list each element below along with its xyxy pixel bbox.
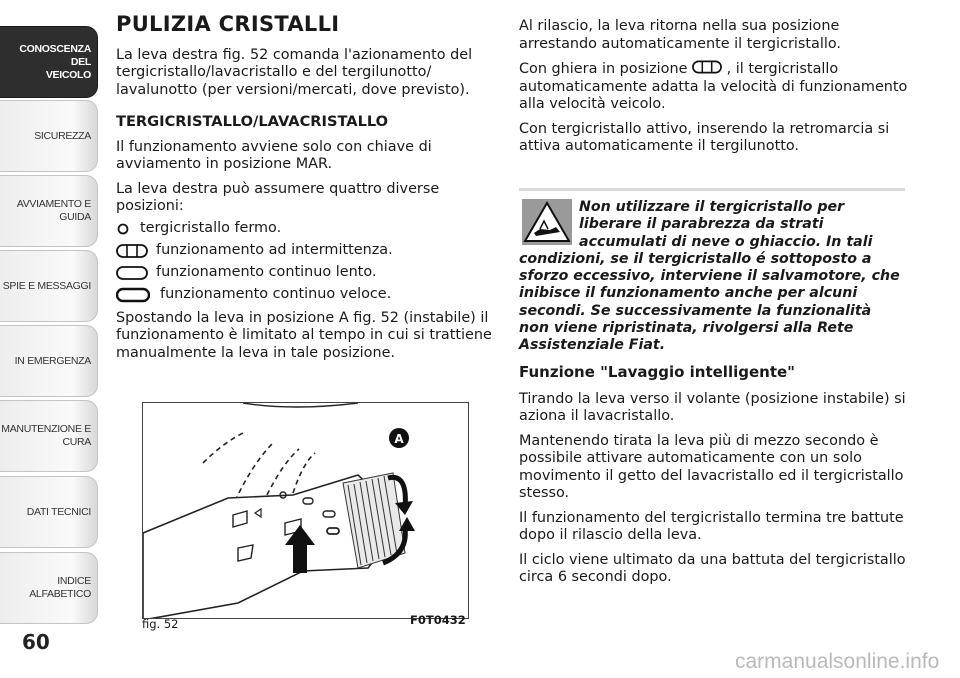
paragraph: Il funzionamento del tergicristallo termina tre battute dopo il rilascio della leva. [519,509,904,543]
off-position-icon [116,220,140,238]
tab-in-emergenza[interactable] [0,325,98,397]
warning-text: Non utilizzare il tergicristallo per liberare il parabrezza da strati accumulati di neve o ghiaccio. In tali condizioni, se il tergicristallo é sottoposto a sforzo eccessivo, interviene il salvamotore, che inibisce il funzionamento anche per alcuni secondi. Se successivamente la funzionalità non viene ripristinata, rivolgersi alla Rete Assistenziale Fiat. [519,199,900,354]
intermittent-icon [116,242,156,260]
position-item-fast [116,284,492,306]
tab-label: IN EMERGENZA [14,354,91,367]
tab-indice-alfabetico[interactable] [0,552,98,624]
paragraph: La leva destra può assumere quattro diverse posizioni: [116,180,440,214]
lever-illustration [143,403,415,619]
slow-continuous-icon [116,264,156,282]
tab-conoscenza-del-veicolo[interactable] [0,26,98,98]
position-item-slow [116,262,492,284]
figure-code: F0T0432 [410,613,466,627]
tab-label: SICUREZZA [34,129,91,142]
section-heading: TERGICRISTALLO/LAVACRISTALLO [116,113,389,130]
position-item-intermittent [116,240,492,262]
tab-sicurezza[interactable] [0,100,98,172]
tab-manutenzione-e-cura[interactable] [0,400,98,472]
paragraph: Al rilascio, la leva ritorna nella sua posizione arrestando automaticamente il tergicristallo. [519,18,841,52]
paragraph-start: Con ghiera in posizione [519,61,688,77]
tab-spie-e-messaggi[interactable] [0,250,98,322]
tab-label: DATI TECNICI [26,505,91,518]
tab-avviamento-e-guida[interactable] [0,175,98,247]
paragraph-end: , il tergicristallo automaticamente adatta la velocità di funzionamento alla velocità veicolo. [519,61,908,112]
warning-triangle-icon [522,199,572,245]
right-column-lower [519,364,911,594]
section-heading: Funzione "Lavaggio intelligente" [519,363,795,381]
position-item-off [116,218,492,240]
tab-dati-tecnici[interactable] [0,476,98,548]
right-column [519,18,911,163]
left-column [116,12,492,369]
figure-wiper-lever [142,402,469,619]
tab-label: MANUTENZIONE E CURA [1,423,91,448]
position-text: funzionamento ad intermittenza. [156,241,393,258]
position-text: funzionamento continuo veloce. [160,285,392,302]
position-text: tergicristallo fermo. [140,219,282,236]
paragraph [519,60,911,114]
position-text: funzionamento continuo lento. [156,263,377,280]
chapter-sidebar [0,0,100,678]
paragraph: Spostando la leva in posizione A fig. 52 (instabile) il funzionamento è limitato al tempo in cui si trattiene manualmente la leva in tale posizione. [116,309,492,361]
paragraph: Con tergicristallo attivo, inserendo la retromarcia si attiva automaticamente il tergilunotto. [519,120,890,154]
intermittent-icon [692,60,722,74]
tab-label: INDICE ALFABETICO [29,575,91,600]
tab-label: CONOSCENZA DEL VEICOLO [19,42,91,81]
tab-label: SPIE E MESSAGGI [2,279,91,292]
paragraph: Tirando la leva verso il volante (posizione instabile) si aziona il lavacristallo. [519,390,906,424]
paragraph: Il ciclo viene ultimato da una battuta del tergicristallo circa 6 secondi dopo. [519,551,906,585]
page-title: PULIZIA CRISTALLI [116,12,340,36]
figure-caption: fig. 52 [142,617,179,631]
intro-paragraph: La leva destra fig. 52 comanda l'azionamento del tergicristallo/lavacristallo e del tergilunotto/ lavalunotto (per versioni/mercati, dove previsto). [116,46,473,98]
paragraph: Mantenendo tirata la leva più di mezzo secondo è possibile attivare automaticamente con un solo movimento il getto del lavacristallo ed il tergicristallo stesso. [519,432,904,501]
warning-box [519,188,905,355]
position-a-marker: A [394,432,404,446]
fast-continuous-icon [116,286,160,304]
watermark: carmanualsonline.info [735,650,940,673]
tab-label: AVVIAMENTO E GUIDA [16,198,91,223]
paragraph: Il funzionamento avviene solo con chiave di avviamento in posizione MAR. [116,138,432,172]
page-number: 60 [22,630,50,654]
